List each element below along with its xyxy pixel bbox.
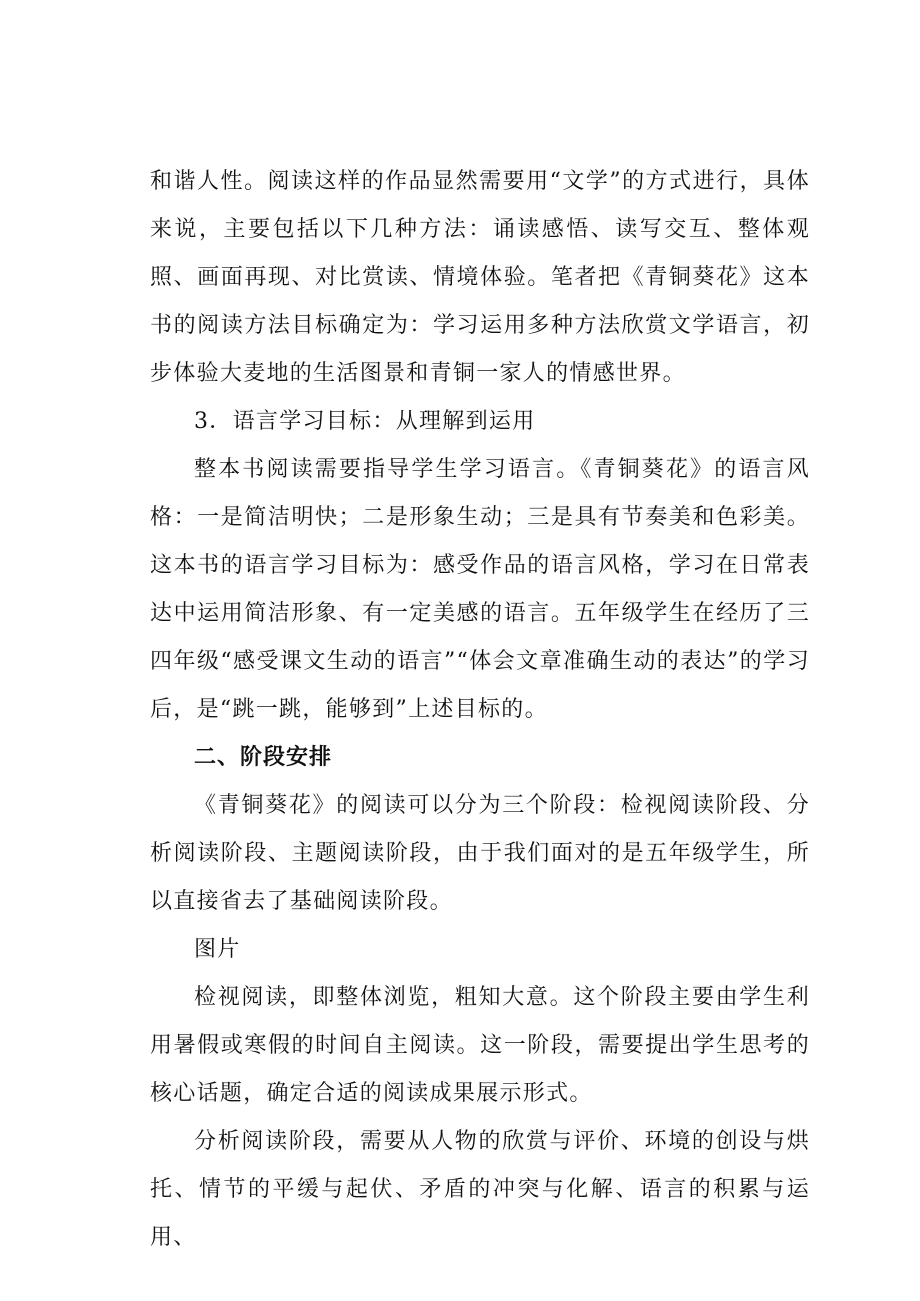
paragraph-language-goal: 整本书阅读需要指导学生学习语言。《青铜葵花》的语言风格：一是简洁明快；二是形象生动；三是具有节奏美和色彩美。这本书的语言学习目标为：感受作品的语言风格，学习在日常表达中运用简洁形象、有一定美感的语言。五年级学生在经历了三四年级“感受课文生动的语言”“体会文章准确生动的表达”的学习后，是“跳一跳，能够到”上述目标的。 <box>150 457 810 722</box>
paragraph-analytical-reading: 分析阅读阶段，需要从人物的欣赏与评价、环境的创设与烘托、情节的平缓与起伏、矛盾的冲突与化解、语言的积累与运用、 <box>150 1129 810 1250</box>
document-body <box>150 158 810 1262</box>
section-subheading: 3．语言学习目标：从理解到运用 <box>194 409 536 434</box>
paragraph-stages: 《青铜葵花》的阅读可以分为三个阶段：检视阅读阶段、分析阅读阶段、主题阅读阶段，由于我们面对的是五年级学生，所以直接省去了基础阅读阶段。 <box>150 793 810 914</box>
section-heading: 二、阶段安排 <box>194 745 333 770</box>
paragraph-inspection-reading: 检视阅读，即整体浏览，粗知大意。这个阶段主要由学生利用暑假或寒假的时间自主阅读。这一阶段，需要提出学生思考的核心话题，确定合适的阅读成果展示形式。 <box>150 985 810 1106</box>
image-placeholder-caption: 图片 <box>194 937 241 962</box>
paragraph-continuation: 和谐人性。阅读这样的作品显然需要用“文学”的方式进行，具体来说，主要包括以下几种方法：诵读感悟、读写交互、整体观照、画面再现、对比赏读、情境体验。笔者把《青铜葵花》这本书的阅读方法目标确定为：学习运用多种方法欣赏文学语言，初步体验大麦地的生活图景和青铜一家人的情感世界。 <box>150 169 810 386</box>
